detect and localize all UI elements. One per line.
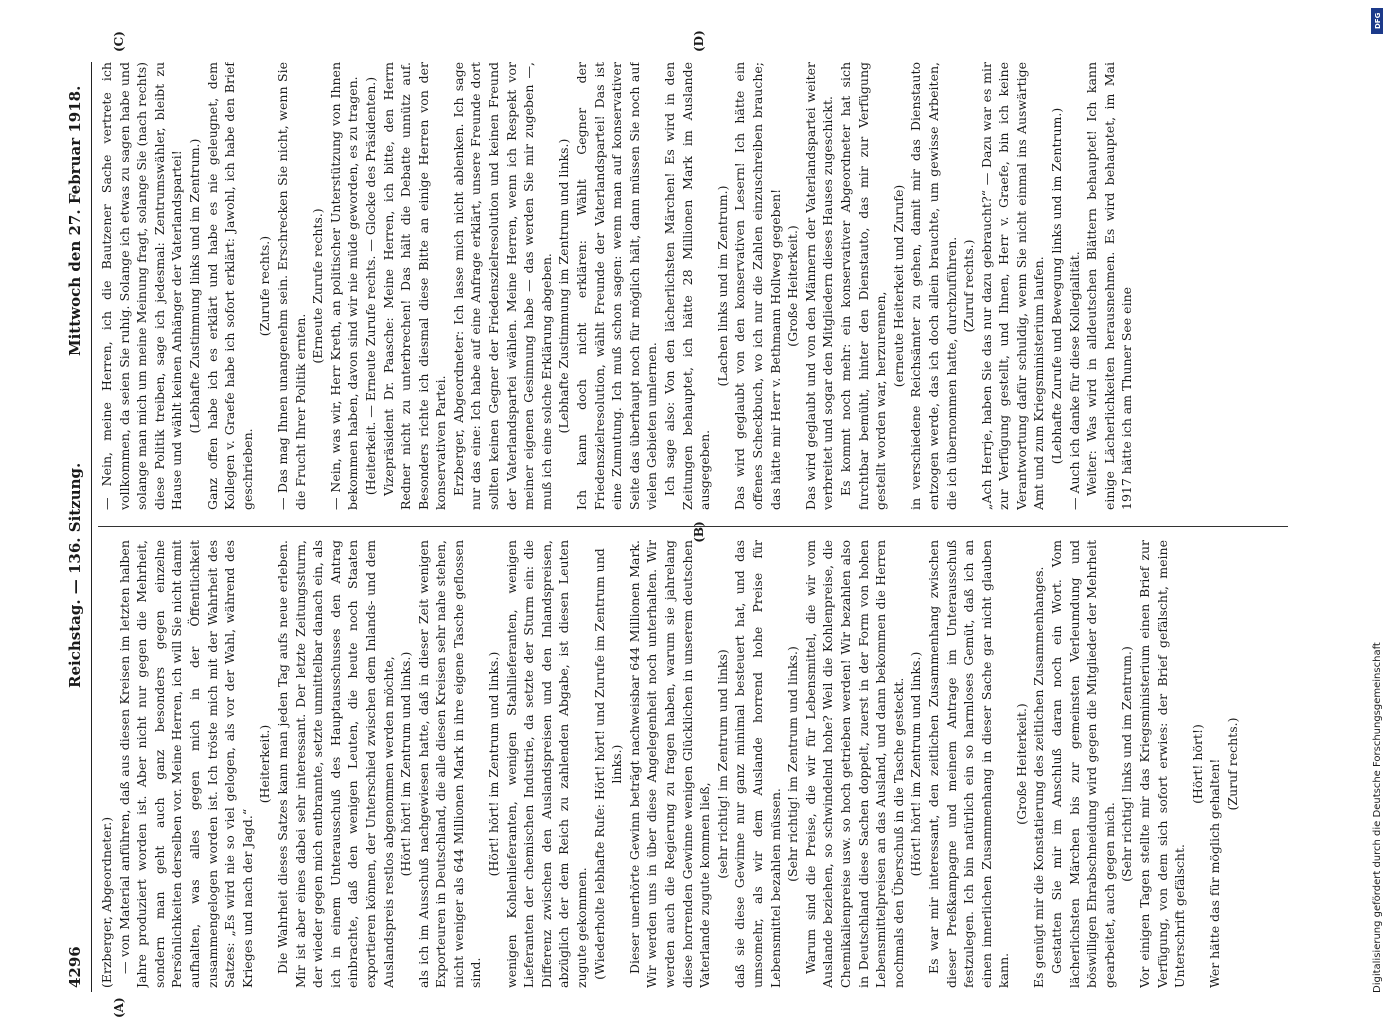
- interjection: (Wiederholte lebhafte Rufe: Hört! hört! und Zurufe im Zentrum und links.): [591, 548, 625, 980]
- interjection: (Erneute Zurufe rechts.): [310, 208, 326, 364]
- right-column: [98, 62, 1293, 510]
- paragraph: — Nein, meine Herren, ich die Bautzener Sache vertrete ich vollkommen, da seien Sie ruhig. Solange ich etwas zu sagen habe und solange man mich um meine Meinung fragt, solange Sie (nach rechts) diese Politik treiben, sage ich jedesmal: Zentrumswähler, bleibt zu Hause und wählt keinen Anhänger der Vaterlandspartei!: [99, 62, 185, 510]
- left-column: [98, 540, 1293, 988]
- paragraph: Vor einigen Tagen stellte mir das Kriegsministerium einen Brief zur Verfügung, von dem sich sofort erwies: der Brief gefälscht, meine Unterschrift gefälscht.: [1137, 540, 1188, 988]
- interjection: (Große Heiterkeit.): [785, 225, 801, 347]
- paragraph: — von Material anführen, daß aus diesen Kreisen im letzten halben Jahre produziert worden ist. Aber nicht nur gegen die Mehrheit, sondern man geht auch ganz besonders gegen einzelne Persönlichkeiten derselben vor. Meine Herren, ich will Sie nicht damit aufhalten, was alles gegen mich in der Öffentlichkeit zusammengelogen worden ist. Ich tröste mich mit der Wahrheit des Satzes: „Es wird nie so viel gelogen, als vor der Wahl, während des Krieges und nach der Jagd.“: [116, 540, 255, 988]
- interjection: (Sehr richtig! im Zentrum und links.): [785, 646, 801, 882]
- paragraph: Ich sage also: Von den lächerlichsten Märchen! Es wird in den Zeitungen behauptet, ich hätte 28 Millionen Mark im Auslande ausgegeben.: [662, 62, 713, 510]
- margin-mark-d: (D): [692, 30, 706, 52]
- interjection: (Zuruf rechts.): [1225, 717, 1240, 811]
- paragraph: Erzberger, Abgeordneter: Ich lasse mich nicht ablenken. Ich sage nur das eine: Ich habe auf eine Anfrage erklärt, unsere Freunde dort sollten keinen Gegner der Friedenszielresolution und keinen Freund der Vaterlandspartei wählen. Meine Herren, wenn ich Respekt vor meiner eigenen Gesinnung habe — das werden Sie mir zugeben —, muß ich eine solche Erklärung abgeben.: [450, 62, 554, 510]
- paragraph: Die Wahrheit dieses Satzes kann man jeden Tag aufs neue erleben. Mir ist aber eines dabei sehr interessant. Der letzte Zeitungssturm, der wieder gegen mich entbrannte, setzte unmittelbar danach ein, als ich in einem Unterausschuß des Hauptausschusses den Antrag einbrachte, daß den wenigen Leuten, die heute noch Staaten exportieren können, der Unterschied zwischen dem Inlands- und dem Auslandspreis restlos abgenommen werden möchte,: [274, 540, 396, 988]
- dfg-logo: DFG: [1371, 8, 1383, 34]
- paragraph: Vizepräsident Dr. Paasche: Meine Herren, ich bitte, den Herrn Redner nicht zu unterbrechen! Das hält die Debatte unnütz auf. Besonders richte ich diesmal diese Bitte an einige Herren von der konservativen Partei.: [380, 62, 449, 510]
- interjection: (Sehr richtig! links und im Zentrum.): [1119, 646, 1135, 882]
- paragraph: — Auch ich danke für diese Kollegialität.: [1066, 251, 1082, 510]
- paragraph: — Das mag Ihnen unangenehm sein. Erschrecken Sie nicht, wenn Sie die Frucht Ihrer Politik ernten.: [274, 62, 308, 510]
- paragraph: Gestatten Sie mir im Anschluß daran noch ein Wort. Vom lächerlichsten Märchen bis zur gemeinsten Verleumdung und böswilligen Ehrabschneidung wird gegen die Mitglieder der Mehrheit gearbeitet, auch gegen mich.: [1049, 540, 1117, 988]
- paragraph: Das wird geglaubt und von den Männern der Vaterlandspartei weiter verbreitet und sogar den Mitgliedern dieses Hauses zugeschickt.: [802, 62, 836, 510]
- paragraph: — Nein, was wir, Herr Kreth, an politischer Unterstützung von Ihnen bekommen haben, davon sind wir nie müde geworden, es zu tragen.: [327, 62, 361, 510]
- interjection: (Heiterkeit.): [257, 724, 273, 804]
- interjection: (Lebhafte Zurufe und Bewegung links und im Zentrum.): [1049, 107, 1065, 465]
- paragraph: in verschiedene Reichsämter zu gehen, damit mir das Dienstauto entzogen werde, das ich doch allein brauchte, um gewisse Arbeiten, die ich übernommen hatte, durchzuführen.: [908, 62, 959, 510]
- paragraph: Es kommt noch mehr: ein konservativer Abgeordneter hat sich furchtbar bemüht, hinter den Dienstauto, das mir zur Verfügung gestellt worden war, herzurennen,: [837, 62, 889, 510]
- interjection: (Lebhafte Zustimmung links und im Zentrum.): [186, 138, 202, 434]
- interjection: (Hört! hört!): [1189, 724, 1205, 804]
- side-note-text: Digitalisierung gefördert durch die Deutsche Forschungsgemeinschaft: [1372, 642, 1383, 993]
- paragraph: Dieser unerhörte Gewinn beträgt nachweisbar 644 Millionen Mark. Wir werden uns in über diese Angelegenheit noch unterhalten. Wir werden auch die Regierung zu fragen haben, warum sie jahrelang diese horrenden Gewinne wenigen Glücklichen in unserem deutschen Vaterlande zugute kommen ließ,: [626, 540, 713, 988]
- interjection: (Große Heiterkeit.): [1013, 703, 1029, 825]
- session-date: Mittwoch den 27. Februar 1918.: [66, 85, 84, 356]
- paragraph: Es genügt mir die Konstatierung des zeitlichen Zusammenhanges.: [1031, 566, 1047, 988]
- interjection: (Zuruf rechts.): [961, 239, 977, 333]
- page-header: [66, 63, 90, 988]
- header-rule: [91, 62, 92, 992]
- interjection: (Lebhafte Zustimmung im Zentrum und links.): [556, 138, 572, 434]
- paragraph: Es war mir interessant, den zeitlichen Zusammenhang zwischen dieser Preßkampagne und meinem Antrage im Unterausschuß festzulegen. Ich bin natürlich ein so harmloses Gemüt, daß ich an einen innerlichen Zusammenhang in dieser Sache gar nicht glauben kann.: [925, 540, 1012, 988]
- page-number: 4296: [66, 946, 84, 988]
- paragraph: „Ach Herrje, haben Sie das nur dazu gebraucht?“ — Dazu war es mir zur Verfügung gestellt, und Ihnen, Herr v. Graefe, bin ich keine Verantwortung dafür schuldig, wenn Sie nicht einmal ins Auswärtige Amt und zum Kriegsministerium laufen.: [978, 62, 1047, 510]
- paragraph: als ich im Ausschuß nachgewiesen hatte, daß in dieser Zeit wenigen Exporteuren in Deutschland, die alle diesen Kreisen sehr nahe stehen, nicht weniger als 644 Millionen Mark in ihre eigene Tasche geflossen sind.: [415, 540, 484, 988]
- interjection: (Lachen links und im Zentrum.): [714, 185, 730, 387]
- paragraph: Ganz offen habe ich es erklärt und habe es nie geleugnet, dem Kollegen v. Graefe habe ich sofort erklärt: Jawohl, ich habe den Brief geschrieben.: [204, 62, 255, 510]
- side-note: [1372, 8, 1383, 998]
- paragraph: Wer hätte das für möglich gehalten!: [1207, 758, 1223, 988]
- assembly-title: Reichstag. — 136. Sitzung.: [66, 462, 84, 688]
- interjection: (Hört! hört! im Zentrum und links.): [908, 651, 924, 877]
- rotated-page: [60, 30, 1305, 1018]
- interjection: (sehr richtig! im Zentrum und links): [714, 649, 730, 879]
- paragraph: (Erzberger, Abgeordneter.): [99, 816, 114, 988]
- paragraph: Das wird geglaubt von den konservativen Lesern! Ich hätte ein offenes Scheckbuch, wo ich nur die Zahlen einzuschreiben brauche; das hätte mir Herr v. Bethmann Hollweg gegeben!: [732, 62, 783, 510]
- paragraph: Ich kann doch nicht erklären: Wählt Gegner der Friedenszielresolution, wählt Freunde der Vaterlandspartei! Das ist eine Zumutung. Ich muß schon sagen: wenn man auf konservativer Seite das überhaupt noch für möglich hält, dann müssen Sie noch auf vielen Gebieten umlernen.: [574, 62, 660, 510]
- paragraph: wenigen Kohlenlieferanten, wenigen Stahllieferanten, wenigen Lieferanten der chemischen Industrie, da setzte der Sturm ein: die Differenz zwischen den Auslandspreisen und den Inlandspreisen, abzüglich der dem Reich zu zahlenden Abgabe, ist diesen Leuten zugute gekommen.: [503, 540, 590, 988]
- interjection: (erneute Heiterkeit und Zurufe): [890, 184, 906, 388]
- margin-mark-c: (C): [112, 31, 126, 52]
- interjection: (Hört! hört! im Zentrum und links.): [398, 651, 414, 877]
- margin-mark-a: (A): [112, 997, 126, 1018]
- interjection: (Heiterkeit. — Erneute Zurufe rechts. — Glocke des Präsidenten.): [362, 76, 378, 496]
- interjection: (Hört! hört! im Zentrum und links.): [486, 651, 502, 877]
- paragraph: Weiter: Was wird in alldeutschen Blättern behauptet! Ich kann einige Lächerlichkeiten herausnehmen. Es wird behauptet, im Mai 1917 hätte ich am Thuner See eine: [1084, 62, 1135, 510]
- paragraph: Warum sind die Preise, die wir für Lebensmittel, die wir vom Auslande beziehen, so schwindelnd hohe? Weil die Kohlenpreise, die Chemikalienpreise usw. so hoch getrieben werden! Wir bezahlen also in Deutschland diese Sachen doppelt, zuerst in der Form von hohen Lebensmittelpreisen an das Ausland, und dann bekommen die Herren nochmals den Überschuß in die Tasche gesteckt.: [802, 540, 906, 988]
- interjection: (Zurufe rechts.): [257, 235, 273, 337]
- paragraph: daß sie diese Gewinne nur ganz minimal besteuert hat, und das umsomehr, als wir dem Auslande horrend hohe Preise für Lebensmittel bezahlen müssen.: [732, 540, 783, 988]
- margin-mark-b: (B): [692, 521, 706, 543]
